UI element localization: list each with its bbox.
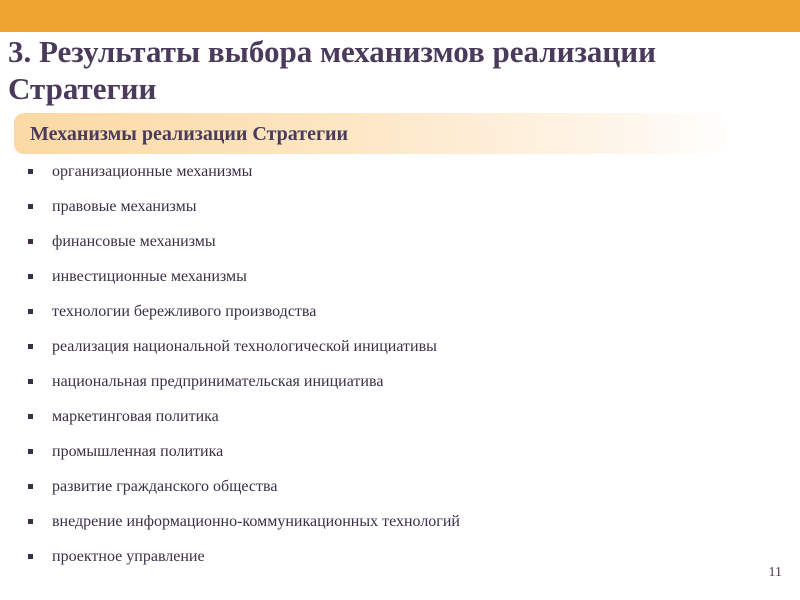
- list-item-label: развитие гражданского общества: [52, 478, 278, 495]
- bullet-square-icon: [28, 484, 33, 489]
- page-title: 3. Результаты выбора механизмов реализации Стратегии: [8, 34, 657, 106]
- list-item-label: реализация национальной технологической инициативы: [52, 338, 437, 355]
- bullet-square-icon: [28, 169, 33, 174]
- list-item-label: технологии бережливого производства: [52, 303, 317, 320]
- list-item-label: промышленная политика: [52, 443, 224, 460]
- list-item-label: организационные механизмы: [52, 163, 253, 180]
- list-item: [28, 407, 460, 442]
- bullet-square-icon: [28, 519, 33, 524]
- list-item: [28, 232, 460, 267]
- list-item: [28, 547, 460, 582]
- bullet-square-icon: [28, 554, 33, 559]
- bullet-square-icon: [28, 449, 33, 454]
- bullet-square-icon: [28, 344, 33, 349]
- list-item: [28, 477, 460, 512]
- list-item: [28, 197, 460, 232]
- list-item-label: внедрение информационно-коммуникационных технологий: [52, 513, 460, 530]
- bullet-square-icon: [28, 379, 33, 384]
- list-item: [28, 162, 460, 197]
- section-header-label: Механизмы реализации Стратегии: [30, 123, 349, 145]
- list-item-label: правовые механизмы: [52, 198, 197, 215]
- list-item: [28, 442, 460, 477]
- list-item-label: маркетинговая политика: [52, 408, 219, 425]
- top-accent-bar: [0, 0, 800, 32]
- list-item-label: финансовые механизмы: [52, 233, 216, 250]
- bullet-square-icon: [28, 204, 33, 209]
- bullet-square-icon: [28, 414, 33, 419]
- list-item: [28, 337, 460, 372]
- bullet-square-icon: [28, 239, 33, 244]
- list-item: [28, 512, 460, 547]
- page-number: 11: [768, 565, 782, 580]
- list-item: [28, 372, 460, 407]
- list-item-label: национальная предпринимательская инициатива: [52, 373, 384, 390]
- list-item: [28, 267, 460, 302]
- mechanisms-list: [28, 162, 460, 582]
- bullet-square-icon: [28, 309, 33, 314]
- list-item-label: инвестиционные механизмы: [52, 268, 247, 285]
- section-header: [14, 113, 736, 154]
- bullet-square-icon: [28, 274, 33, 279]
- list-item-label: проектное управление: [52, 548, 205, 565]
- list-item: [28, 302, 460, 337]
